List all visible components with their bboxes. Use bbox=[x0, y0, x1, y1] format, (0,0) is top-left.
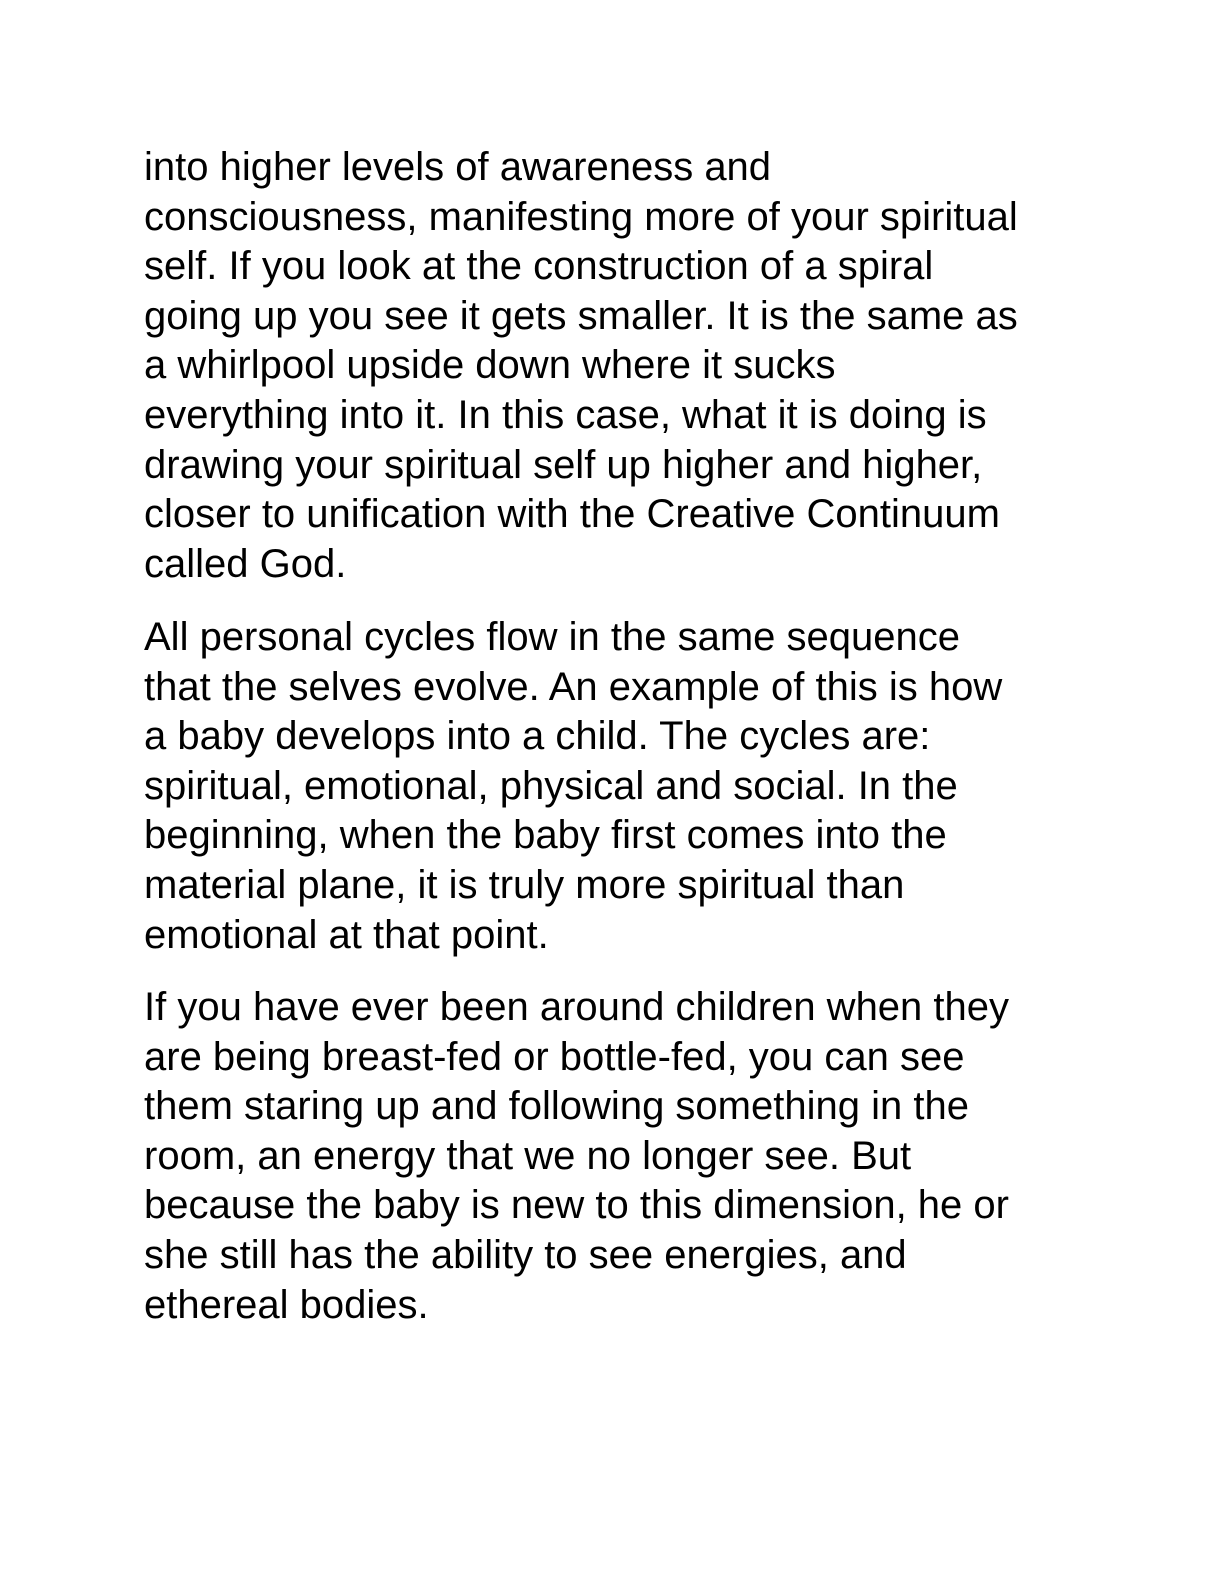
paragraph-line: going up you see it gets smaller. It is the same as bbox=[144, 293, 1018, 338]
paragraph-line: closer to unification with the Creative Continuum bbox=[144, 492, 1000, 537]
paragraph-line: a whirlpool upside down where it sucks bbox=[144, 343, 836, 388]
paragraph-line: she still has the ability to see energies, and bbox=[144, 1232, 907, 1277]
paragraph-line: everything into it. In this case, what it is doing is bbox=[144, 392, 987, 437]
paragraph-line: emotional at that point. bbox=[144, 912, 549, 957]
paragraph-line: If you have ever been around children when they bbox=[144, 985, 1010, 1029]
paragraph-line: them staring up and following something in the bbox=[144, 1084, 969, 1129]
paragraph-line: beginning, when the baby first comes into the bbox=[144, 813, 947, 858]
paragraph-line: a baby develops into a child. The cycles are: bbox=[144, 714, 931, 759]
paragraph-line: self. If you look at the construction of a spiral bbox=[144, 244, 934, 289]
paragraph-line: All personal cycles flow in the same sequence bbox=[144, 615, 960, 659]
paragraph-line: are being breast-fed or bottle-fed, you can see bbox=[144, 1034, 965, 1079]
paragraph-line: material plane, it is truly more spiritual than bbox=[144, 862, 905, 907]
paragraph-line: ethereal bodies. bbox=[144, 1282, 429, 1327]
paragraph-line: consciousness, manifesting more of your spiritual bbox=[144, 194, 1018, 239]
paragraph-line: into higher levels of awareness and bbox=[144, 145, 772, 189]
paragraph-2 bbox=[144, 613, 1074, 960]
paragraph-line: called God. bbox=[144, 541, 347, 586]
paragraph-3 bbox=[144, 983, 1074, 1330]
paragraph-line: because the baby is new to this dimension, he or bbox=[144, 1183, 1009, 1228]
paragraph-line: spiritual, emotional, physical and social. In the bbox=[144, 763, 958, 808]
paragraph-1 bbox=[144, 143, 1074, 589]
paragraph-line: drawing your spiritual self up higher and higher, bbox=[144, 442, 983, 487]
paragraph-line: room, an energy that we no longer see. But bbox=[144, 1133, 912, 1178]
paragraph-line: that the selves evolve. An example of this is how bbox=[144, 664, 1003, 709]
